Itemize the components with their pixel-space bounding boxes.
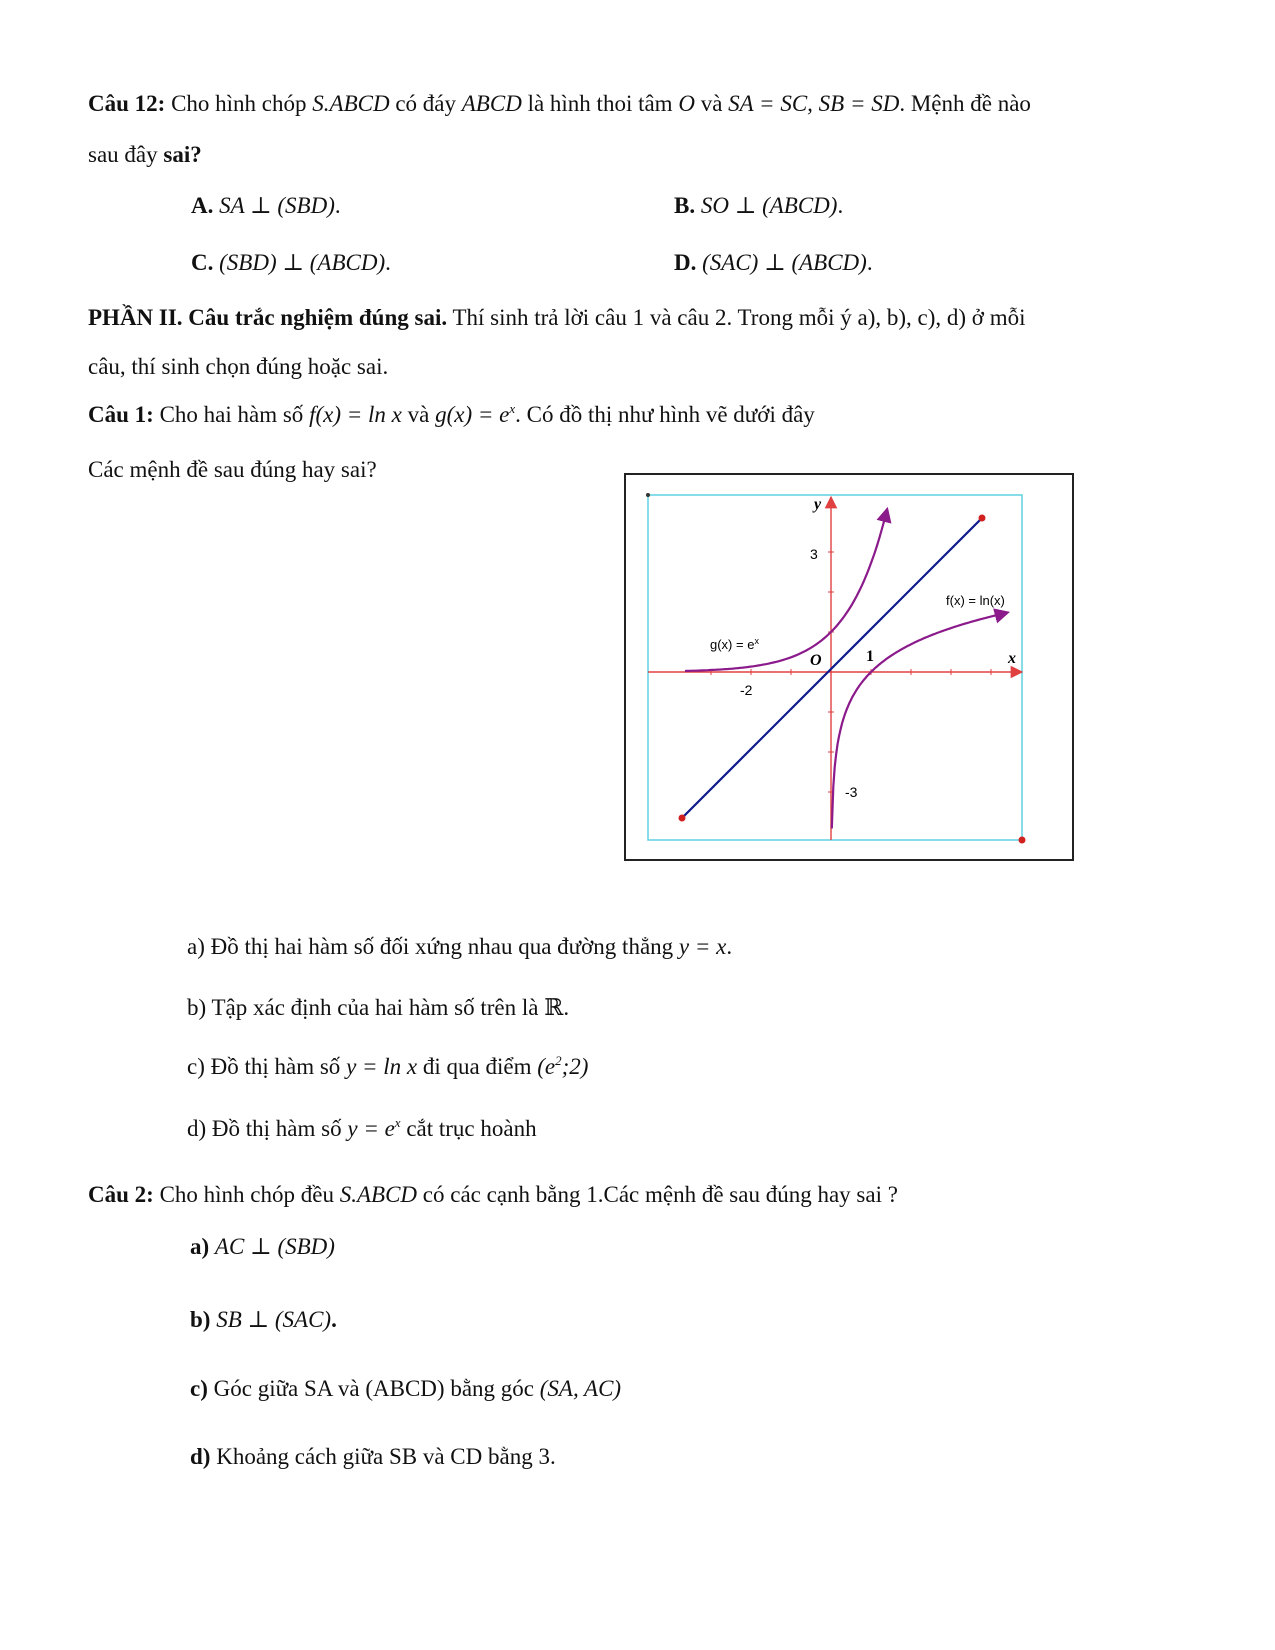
corner-dot <box>646 493 650 497</box>
item-end: cắt trục hoành <box>406 1116 537 1141</box>
q2-label: Câu 2: <box>88 1182 154 1207</box>
item-label: a) <box>190 1234 210 1259</box>
q2-pre: Cho hình chóp đều <box>159 1182 334 1207</box>
q12-stem-c: là hình thoi tâm <box>527 91 673 116</box>
option-letter: D. <box>674 250 697 275</box>
tick-label-1: 1 <box>866 648 874 665</box>
option-expr: (SAC) ⊥ (ABCD) <box>702 250 867 275</box>
graph-figure <box>624 473 1074 861</box>
q12-stem-b: có đáy <box>395 91 456 116</box>
q2-item-d[interactable] <box>190 1442 556 1472</box>
option-expr: SA ⊥ (SBD) <box>219 193 335 218</box>
part2-line1 <box>88 303 1026 333</box>
q12-base: ABCD <box>461 91 522 116</box>
item-math: SB ⊥ (SAC) <box>216 1307 332 1332</box>
item-math: y = ln x <box>346 1054 418 1079</box>
item-math: ℝ <box>544 995 564 1020</box>
q12-option-b[interactable] <box>674 191 843 221</box>
q12-stem-d: và <box>700 91 723 116</box>
q1-g-arg: (x) = e <box>446 402 510 427</box>
item-text: Góc giữa SA và (ABCD) bằng góc <box>213 1376 534 1401</box>
tick-label-neg3: -3 <box>845 784 858 800</box>
part2-line2: câu, thí sinh chọn đúng hoặc sai. <box>88 354 389 379</box>
item-end: . <box>331 1307 337 1332</box>
option-end: . <box>334 193 341 218</box>
option-end: . <box>866 250 873 275</box>
graph-frame <box>648 495 1022 840</box>
curve-f-ln <box>832 613 1007 829</box>
q1-item-d[interactable] <box>187 1114 537 1144</box>
q12-line1 <box>88 89 1031 119</box>
f-curve-label: f(x) = ln(x) <box>946 593 1005 608</box>
q12-stem-e: . Mệnh đề nào <box>899 91 1031 116</box>
q2-item-c[interactable] <box>190 1374 621 1404</box>
item-mid: đi qua điểm <box>422 1054 532 1079</box>
q12-line2-text: sau đây <box>88 142 158 167</box>
frame-corner-dot <box>1019 837 1026 844</box>
origin-label: O <box>810 652 822 669</box>
g-curve-label: $g(x) = e^x$ <box>710 636 759 652</box>
tick-label-neg2: -2 <box>740 682 753 698</box>
option-end: . <box>385 250 391 275</box>
q2-item-a[interactable] <box>190 1232 335 1262</box>
q12-center: O <box>678 91 695 116</box>
q1-label: Câu 1: <box>88 402 154 427</box>
item-exp: x <box>394 1115 401 1130</box>
q1-f-arg: (x) = ln x <box>315 402 402 427</box>
q1-post: . Có đồ thị như hình vẽ dưới đây <box>515 402 815 427</box>
q2-line1 <box>88 1180 898 1210</box>
q1-prompt: Các mệnh đề sau đúng hay sai? <box>88 457 377 482</box>
q1-and: và <box>407 402 430 427</box>
item-end: . <box>726 934 733 959</box>
option-end: . <box>837 193 844 218</box>
item-math: (SA, AC) <box>539 1376 622 1401</box>
q12-sai: sai? <box>163 142 202 167</box>
option-expr: SO ⊥ (ABCD) <box>700 193 838 218</box>
option-letter: B. <box>674 193 696 218</box>
item-math: AC ⊥ (SBD) <box>214 1234 335 1259</box>
option-expr: (SBD) ⊥ (ABCD) <box>219 250 386 275</box>
q1-g: g <box>435 402 447 427</box>
q1-item-c[interactable] <box>187 1052 588 1082</box>
q1-g-exp: x <box>509 401 516 416</box>
q2-item-b[interactable] <box>190 1305 337 1335</box>
q12-condition: SA = SC, SB = SD <box>728 91 900 116</box>
item-math: y = e <box>347 1116 395 1141</box>
q1-item-b[interactable] <box>187 993 569 1023</box>
q1-pre: Cho hai hàm số <box>159 402 304 427</box>
q1-item-a[interactable] <box>187 932 732 962</box>
q12-option-a[interactable] <box>191 191 341 221</box>
option-letter: C. <box>191 250 214 275</box>
q12-option-d[interactable] <box>674 248 873 278</box>
item-label: b) <box>190 1307 211 1332</box>
item-text: c) Đồ thị hàm số <box>187 1054 341 1079</box>
item-label: d) <box>190 1444 211 1469</box>
line-endpoint-right <box>979 515 986 522</box>
q12-option-c[interactable] <box>191 248 391 278</box>
q2-pyramid: S.ABCD <box>339 1182 418 1207</box>
graph-svg <box>626 475 1072 859</box>
y-axis-label: y <box>814 496 822 513</box>
item-text: Khoảng cách giữa SB và CD bằng 3. <box>216 1444 556 1469</box>
q12-stem-a: Cho hình chóp <box>171 91 307 116</box>
x-axis-label: x <box>1008 650 1016 667</box>
part2-heading: PHẦN II. Câu trắc nghiệm đúng sai. <box>88 305 448 330</box>
tick-label-3: 3 <box>810 546 818 562</box>
q1-line1 <box>88 400 815 430</box>
part2-text1: Thí sinh trả lời câu 1 và câu 2. Trong mỗi ý a), b), c), d) ở mỗi <box>452 305 1026 330</box>
item-text: b) Tập xác định của hai hàm số trên là <box>187 995 539 1020</box>
option-letter: A. <box>191 193 214 218</box>
q2-post: có các cạnh bằng 1.Các mệnh đề sau đúng hay sai ? <box>422 1182 898 1207</box>
line-endpoint-left <box>679 815 686 822</box>
q1-f: f <box>309 402 316 427</box>
item-text: d) Đồ thị hàm số <box>187 1116 342 1141</box>
item-label: c) <box>190 1376 208 1401</box>
item-math: y = x <box>678 934 727 959</box>
q12-pyramid: S.ABCD <box>312 91 390 116</box>
q12-label: Câu 12: <box>88 91 166 116</box>
item-text: a) Đồ thị hai hàm số đối xứng nhau qua đường thẳng <box>187 934 674 959</box>
item-point: $(e^2;2)$ <box>537 1053 589 1079</box>
q12-line2 <box>88 140 202 170</box>
item-end: . <box>563 995 570 1020</box>
